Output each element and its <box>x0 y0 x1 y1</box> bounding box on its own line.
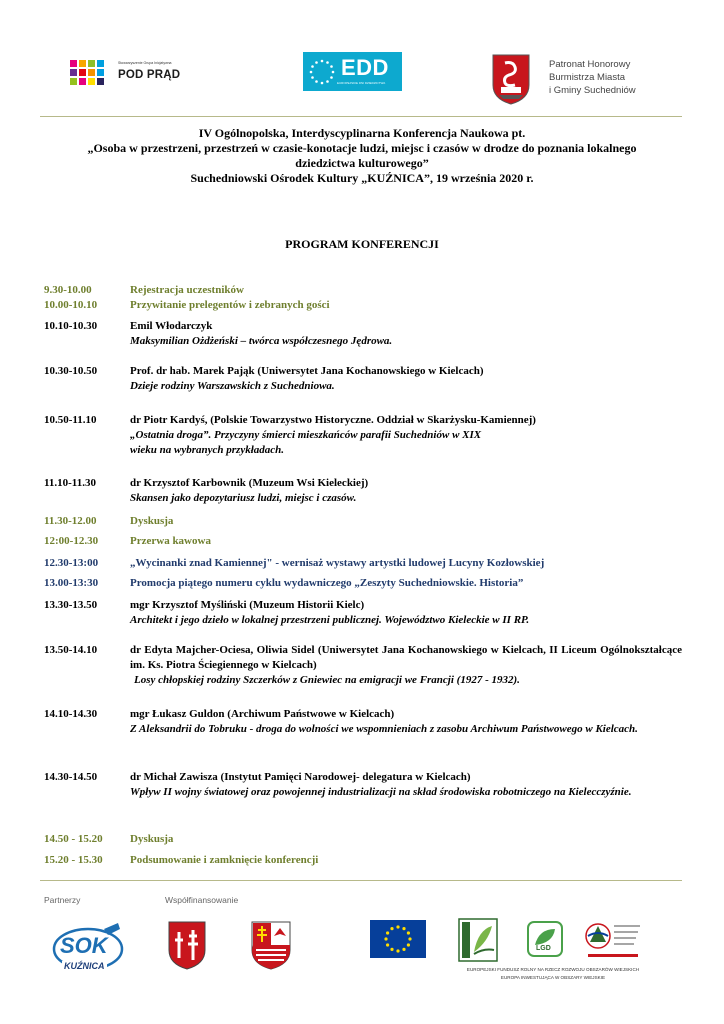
title-line1: IV Ogólnopolska, Interdyscyplinarna Konferencja Naukowa pt. <box>198 126 526 140</box>
edd-name: EDD <box>341 55 389 80</box>
title-line2: „Osoba w przestrzeni, przestrzeń w czasie-konotacje ludzi, miejsc i czasów w drodze do poznania lokalnego <box>87 141 637 155</box>
prow-logo-icon <box>584 916 642 962</box>
sok-kuznica-logo <box>52 921 124 979</box>
pod-prad-square <box>97 78 104 85</box>
program-item-title: Promocja piątego numeru cyklu wydawniczego „Zeszyty Suchedniowskie. Historia” <box>130 577 524 589</box>
speaker-name: dr Edyta Majcher-Ociesa, Oliwia Sidel (Uniwersytet Jana Kochanowskiego w Kielcach, II Liceum Ogólnokształcące im. Ks. Piotra Ściegiennego w Kielcach) <box>130 644 682 671</box>
program-time: 10.10-10.30 <box>44 320 98 332</box>
program-time: 14.50 - 15.20 <box>44 833 103 845</box>
talk-title: Dzieje rodziny Warszawskich z Suchedniowa. <box>130 380 335 392</box>
speaker-name: dr Piotr Kardyś, (Polskie Towarzystwo Historyczne. Oddział w Skarżysku-Kamiennej) <box>130 414 536 426</box>
partners-label: Partnerzy <box>44 895 81 905</box>
pod-prad-square <box>88 60 95 67</box>
edd-logo <box>303 52 402 91</box>
program-item-title: Dyskusja <box>130 515 174 527</box>
talk-title-continued: wieku na wybranych przykładach. <box>130 444 285 456</box>
speaker-name: mgr Krzysztof Myśliński (Muzeum Historii Kielc) <box>130 599 365 611</box>
title-line4: Suchedniowski Ośrodek Kultury „KUŹNICA”, 19 września 2020 r. <box>190 171 534 185</box>
pod-prad-square <box>70 60 77 67</box>
program-time: 9.30-10.00 <box>44 284 92 296</box>
program-time: 12:00-12.30 <box>44 535 99 547</box>
patronat-line1: Patronat Honorowy <box>549 59 631 70</box>
title-line3: dziedzictwa kulturowego” <box>295 156 429 170</box>
talk-title: Architekt i jego dzieło w lokalnej przestrzeni publicznej. Województwo Kieleckie w II RP. <box>130 614 530 626</box>
talk-title: Skansen jako depozytariusz ludzi, miejsc i czasów. <box>130 492 357 504</box>
program-time: 14.30-14.50 <box>44 771 98 783</box>
speaker-name: Prof. dr hab. Marek Pająk (Uniwersytet Jana Kochanowskiego w Kielcach) <box>130 365 484 377</box>
program-time: 13.50-14.10 <box>44 644 98 656</box>
program-time: 13.30-13.50 <box>44 599 98 611</box>
cofinancing-label: Współfinansowanie <box>165 895 239 905</box>
header-divider <box>40 116 682 117</box>
pod-prad-squares-icon <box>70 55 110 89</box>
program-item-title: Dyskusja <box>130 833 174 845</box>
pod-prad-square <box>70 78 77 85</box>
lgd-logo <box>527 921 563 957</box>
pod-prad-square <box>88 69 95 76</box>
conference-title <box>40 126 684 186</box>
pod-prad-small-text: Stowarzyszenie Grupa Inicjatywna <box>118 61 172 65</box>
pod-prad-square <box>88 78 95 85</box>
program-time: 11.10-11.30 <box>44 477 96 489</box>
eu-fund-line2: EUROPA INWESTUJĄCA W OBSZARY WIEJSKIE <box>500 975 606 980</box>
eu-fund-line1: EUROPEJSKI FUNDUSZ ROLNY NA RZECZ ROZWOJU OBSZARÓW WIEJSKICH <box>466 967 640 972</box>
pod-prad-square <box>79 60 86 67</box>
program-time: 10.50-11.10 <box>44 414 97 426</box>
swietokrzyskie-coat-of-arms-icon <box>250 920 292 970</box>
leader-logo-icon <box>458 918 498 962</box>
pod-prad-square <box>97 69 104 76</box>
patronat-line3: i Gminy Suchedniów <box>549 85 636 96</box>
edd-subtitle: EUROPEJSKIE DNI DZIEDZICTWA <box>337 81 386 85</box>
speaker-name: dr Michał Zawisza (Instytut Pamięci Narodowej- delegatura w Kielcach) <box>130 771 471 783</box>
pod-prad-name: POD PRĄD <box>118 69 181 81</box>
pod-prad-logo <box>70 55 190 89</box>
program-time: 15.20 - 15.30 <box>44 854 103 866</box>
program-time: 12.30-13:00 <box>44 557 99 569</box>
program-item-title: Przerwa kawowa <box>130 535 211 547</box>
footer-divider <box>40 880 682 881</box>
speaker-name: mgr Łukasz Guldon (Archiwum Państwowe w Kielcach) <box>130 708 395 720</box>
pod-prad-square <box>79 69 86 76</box>
eu-flag-icon <box>370 920 426 958</box>
patronat-line2: Burmistrza Miasta <box>549 72 626 83</box>
program-time: 10.30-10.50 <box>44 365 98 377</box>
program-title: PROGRAM KONFERENCJI <box>285 237 439 251</box>
pod-prad-square <box>70 69 77 76</box>
suchedniow-coat-of-arms-icon <box>491 53 531 105</box>
talk-title: Wpływ II wojny światowej oraz powojennej industrializacji na skład środowiska robotniczego na Kielecczyźnie. <box>130 786 632 798</box>
talk-title: Z Aleksandrii do Tobruku - droga do wolności we wspomnieniach z zasobu Archiwum Państwowego w Kielcach. <box>130 723 638 735</box>
patronat-text <box>549 58 636 97</box>
talk-title: „Ostatnia droga”. Przyczyny śmierci mieszkańców parafii Suchedniów w XIX <box>130 429 482 441</box>
stars-circle-icon <box>308 58 336 86</box>
program-time: 10.00-10.10 <box>44 299 98 311</box>
program-time: 14.10-14.30 <box>44 708 98 720</box>
gmina-coat-of-arms-icon <box>167 920 207 970</box>
lgd-text: LGD <box>536 945 551 952</box>
pod-prad-square <box>97 60 104 67</box>
talk-title: Losy chłopskiej rodziny Szczerków z Gniewiec na emigracji we Francji (1927 - 1932). <box>134 674 520 686</box>
program-item-title: Rejestracja uczestników <box>130 284 244 296</box>
sok-text: SOK <box>60 933 108 958</box>
sok-subtext: KUŹNICA <box>64 961 105 971</box>
program-item-title: Przywitanie prelegentów i zebranych gości <box>130 299 330 311</box>
speaker-name: Emil Włodarczyk <box>130 320 213 332</box>
program-item-title: „Wycinanki znad Kamiennej" - wernisaż wystawy artystki ludowej Lucyny Kozłowskiej <box>130 557 545 569</box>
program-time: 13.00-13:30 <box>44 577 99 589</box>
program-item-title: Podsumowanie i zamknięcie konferencji <box>130 854 319 866</box>
talk-title: Maksymilian Ożdżeński – twórca współczesnego Jędrowa. <box>130 335 393 347</box>
speaker-name: dr Krzysztof Karbownik (Muzeum Wsi Kieleckiej) <box>130 477 369 489</box>
pod-prad-square <box>79 78 86 85</box>
program-time: 11.30-12.00 <box>44 515 97 527</box>
